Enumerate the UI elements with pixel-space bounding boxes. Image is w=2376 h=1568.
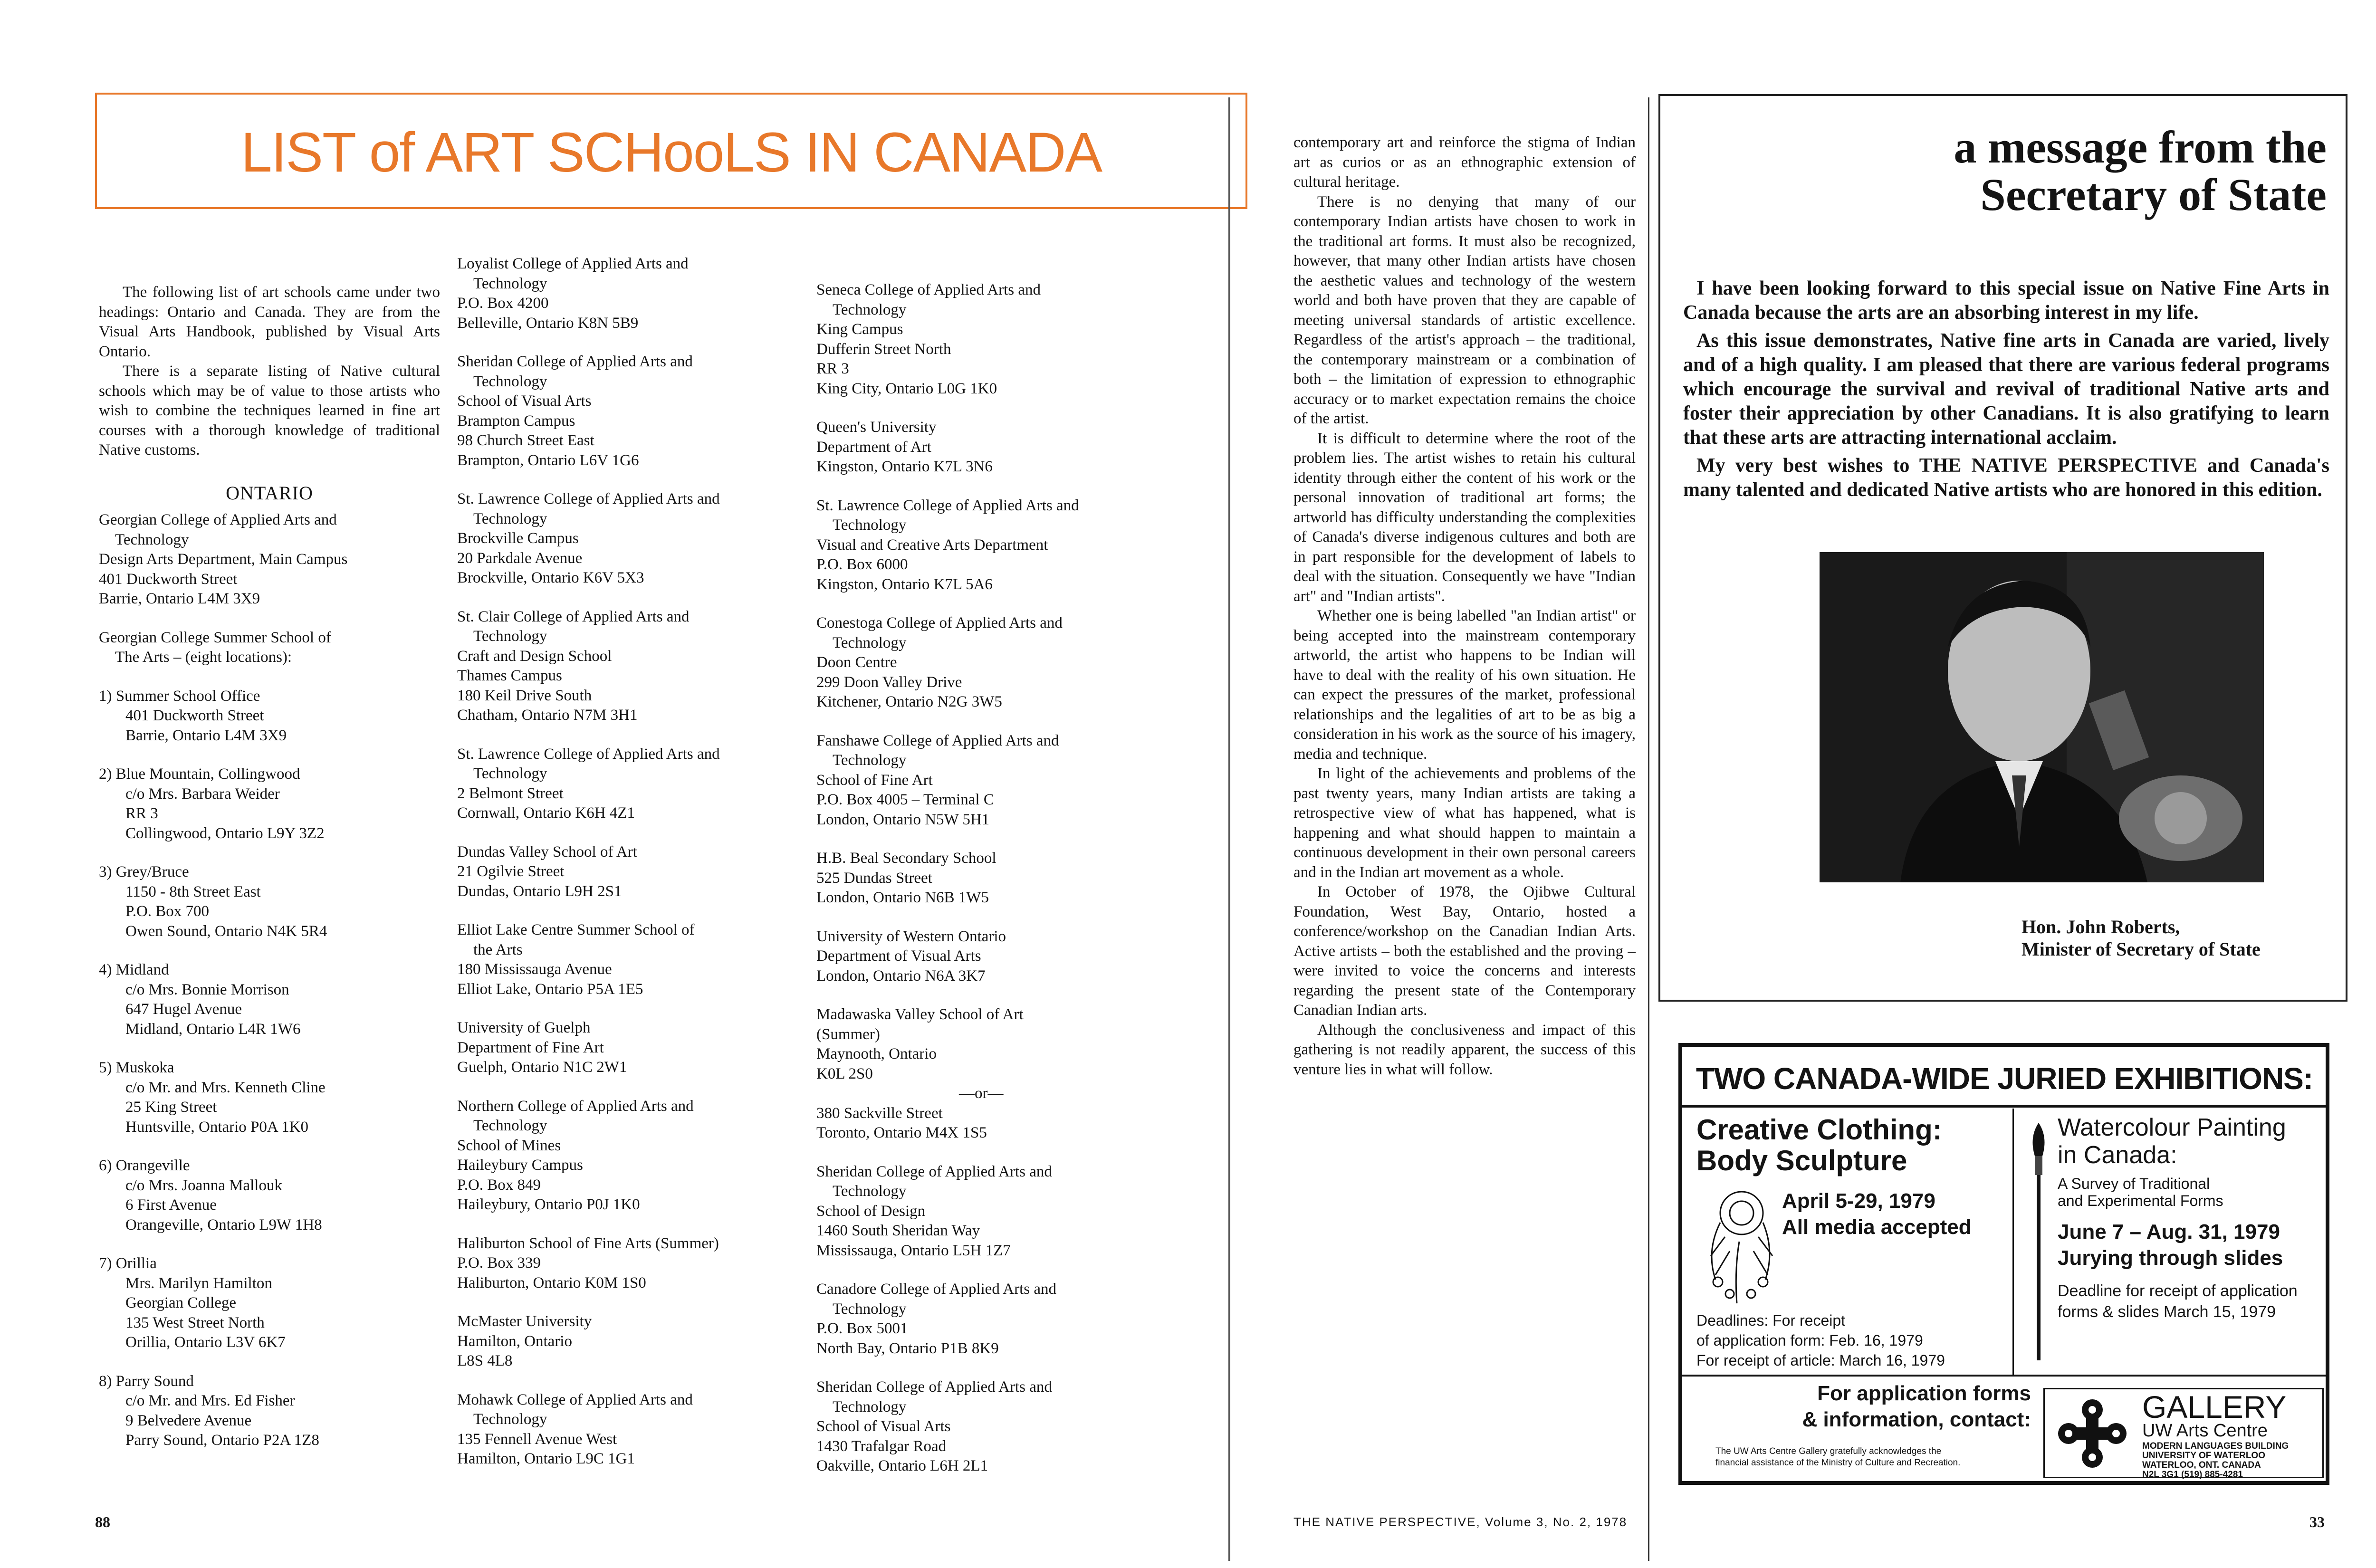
school-address-line: 135 Fennell Avenue West bbox=[457, 1430, 617, 1448]
school-name: 5) Muskoka bbox=[99, 1059, 174, 1076]
school-address-line: Barrie, Ontario L4M 3X9 bbox=[99, 590, 260, 607]
school-address-line: Toronto, Ontario M4X 1S5 bbox=[816, 1124, 987, 1141]
school-address-line: (Summer) bbox=[816, 1025, 880, 1043]
school-address-line: 299 Doon Valley Drive bbox=[816, 673, 962, 691]
school-name: 1) Summer School Office bbox=[99, 687, 260, 705]
school-name: Conestoga College of Applied Arts and bbox=[816, 614, 1063, 631]
school-address-line: Midland, Ontario L4R 1W6 bbox=[125, 1020, 301, 1038]
school-address-line: Belleville, Ontario K8N 5B9 bbox=[457, 314, 639, 332]
school-address-line: Cornwall, Ontario K6H 4Z1 bbox=[457, 804, 635, 822]
school-name: McMaster University bbox=[457, 1313, 592, 1330]
ex2-sub2: and Experimental Forms bbox=[2058, 1192, 2223, 1209]
school-name: 2) Blue Mountain, Collingwood bbox=[99, 765, 300, 783]
message-box bbox=[1658, 94, 2347, 1002]
ad-divider bbox=[2012, 1109, 2014, 1375]
exhibition-ad bbox=[1678, 1043, 2329, 1485]
article-column bbox=[1293, 133, 1636, 1080]
signature-name: Hon. John Roberts, bbox=[2022, 916, 2180, 937]
contact-line1: For application forms bbox=[1817, 1382, 2031, 1405]
school-address-line: Brockville, Ontario K6V 5X3 bbox=[457, 569, 644, 586]
school-address-line: —or— bbox=[959, 1085, 1004, 1102]
school-address-line: Technology bbox=[473, 1411, 547, 1428]
school-entry bbox=[457, 1312, 799, 1371]
school-name: 3) Grey/Bruce bbox=[99, 863, 189, 880]
paintbrush-icon bbox=[2024, 1118, 2053, 1365]
school-address-line: School of Visual Arts bbox=[457, 392, 592, 410]
school-address-line: Guelph, Ontario N1C 2W1 bbox=[457, 1059, 627, 1076]
school-address-line: Chatham, Ontario N7M 3H1 bbox=[457, 707, 638, 724]
school-address-line: 135 West Street North bbox=[125, 1314, 265, 1331]
school-address-line: Collingwood, Ontario L9Y 3Z2 bbox=[125, 824, 325, 842]
school-address-line: Oakville, Ontario L6H 2L1 bbox=[816, 1457, 988, 1474]
school-entry bbox=[816, 849, 1159, 908]
school-address-line: Technology bbox=[833, 634, 907, 651]
school-entry bbox=[99, 960, 440, 1039]
school-entry bbox=[99, 765, 440, 843]
school-name: St. Clair College of Applied Arts and bbox=[457, 608, 690, 625]
school-address-line: Haliburton, Ontario K0M 1S0 bbox=[457, 1274, 646, 1291]
school-address-line: P.O. Box 5001 bbox=[816, 1320, 908, 1337]
school-address-line: Technology bbox=[473, 275, 547, 292]
school-address-line: Dundas, Ontario L9H 2S1 bbox=[457, 882, 622, 900]
school-address-line: Technology bbox=[473, 1117, 547, 1134]
message-title-line2: Secretary of State bbox=[1980, 169, 2327, 220]
ex1-media: All media accepted bbox=[1782, 1215, 1972, 1239]
school-list-col1 bbox=[99, 510, 440, 1451]
school-address-line: Brampton Campus bbox=[457, 412, 575, 430]
acknowledgement bbox=[1715, 1446, 1960, 1469]
gallery-address-line: WATERLOO, ONT. CANADA bbox=[2142, 1460, 2261, 1470]
article-paragraph: In October of 1978, the Ojibwe Cultural Foundation, West Bay, Ontario, hosted a conference/workshop on the Canadian Indian Arts. Active artists – both the established and the proving – were invited to voice the concerns and interests regarding the present state of the Contemporary Canadian Indian arts. bbox=[1293, 883, 1636, 1019]
ex2-sub1: A Survey of Traditional bbox=[2058, 1175, 2210, 1192]
school-address-line: 98 Church Street East bbox=[457, 432, 594, 449]
school-address-line: P.O. Box 4005 – Terminal C bbox=[816, 791, 994, 808]
page-title: LIST of ART SCHooLS IN CANADA bbox=[240, 121, 1102, 184]
school-address-line: RR 3 bbox=[125, 805, 158, 822]
journal-footer: THE NATIVE PERSPECTIVE, Volume 3, No. 2, 1978 bbox=[1293, 1515, 1628, 1529]
school-address-line: L8S 4L8 bbox=[457, 1352, 513, 1369]
school-address-line: 1430 Trafalgar Road bbox=[816, 1437, 947, 1455]
school-entry bbox=[99, 862, 440, 941]
school-address-line: Orillia, Ontario L3V 6K7 bbox=[125, 1334, 286, 1351]
school-address-line: School of Fine Art bbox=[816, 771, 933, 789]
school-name: Georgian College of Applied Arts and bbox=[99, 511, 337, 528]
ex2-deadline-line: forms & slides March 15, 1979 bbox=[2058, 1303, 2276, 1321]
contact-line2: & information, contact: bbox=[1802, 1408, 2031, 1431]
school-name: Mohawk College of Applied Arts and bbox=[457, 1391, 693, 1408]
school-address-line: Technology bbox=[473, 765, 547, 782]
article-rule bbox=[1648, 97, 1649, 1561]
school-address-line: 6 First Avenue bbox=[125, 1196, 217, 1214]
school-address-line: K0L 2S0 bbox=[816, 1065, 873, 1082]
school-address-line: Brockville Campus bbox=[457, 530, 579, 547]
school-address-line: Mrs. Marilyn Hamilton bbox=[125, 1274, 272, 1292]
school-entry bbox=[457, 920, 799, 999]
school-address-line: Haileybury Campus bbox=[457, 1157, 583, 1174]
school-address-line: RR 3 bbox=[816, 360, 849, 377]
school-address-line: P.O. Box 849 bbox=[457, 1176, 541, 1194]
school-address-line: P.O. Box 700 bbox=[125, 903, 210, 920]
ad-headline: TWO CANADA-WIDE JURIED EXHIBITIONS: bbox=[1696, 1061, 2313, 1096]
school-address-line: Technology bbox=[473, 373, 547, 390]
school-entry bbox=[99, 1372, 440, 1451]
gallery-logo-block bbox=[2043, 1388, 2324, 1478]
school-address-line: Parry Sound, Ontario P2A 1Z8 bbox=[125, 1432, 319, 1449]
article-paragraph: It is difficult to determine where the root of the problem lies. The artist wishes to retain his cultural identity through either the content of his work or the personal innovation of traditional art forms; the artworld has difficulty understanding the complexities of Canada's diverse indigenous cultures and both are in part responsible for the development of labels to deal with the situation. Consequently we have "Indian art" and "Indian artists". bbox=[1293, 430, 1636, 605]
school-name: Sheridan College of Applied Arts and bbox=[816, 1378, 1052, 1396]
article-paragraph: Although the conclusiveness and impact of this gathering is not readily apparent, the success of this venture lies in what will follow. bbox=[1293, 1021, 1636, 1078]
school-name: 4) Midland bbox=[99, 961, 169, 978]
school-name: Madawaska Valley School of Art bbox=[816, 1006, 1024, 1023]
school-address-line: School of Mines bbox=[457, 1137, 561, 1154]
school-address-line: Dufferin Street North bbox=[816, 340, 951, 358]
school-address-line: c/o Mr. and Mrs. Kenneth Cline bbox=[125, 1079, 326, 1096]
school-entry bbox=[457, 842, 799, 902]
ex1-deadline-line: For receipt of article: March 16, 1979 bbox=[1696, 1352, 1945, 1369]
school-address-line: Brampton, Ontario L6V 1G6 bbox=[457, 451, 639, 469]
school-address-line: P.O. Box 4200 bbox=[457, 295, 549, 312]
school-address-line: School of Visual Arts bbox=[816, 1418, 951, 1435]
school-address-line: Kingston, Ontario K7L 5A6 bbox=[816, 575, 993, 593]
school-address-line: Thames Campus bbox=[457, 667, 562, 684]
school-address-line: 9 Belvedere Avenue bbox=[125, 1412, 252, 1429]
school-name: Haliburton School of Fine Arts (Summer) bbox=[457, 1234, 719, 1252]
school-entry bbox=[457, 254, 799, 333]
gallery-logo-icon bbox=[2057, 1398, 2128, 1469]
school-address-line: Kitchener, Ontario N2G 3W5 bbox=[816, 693, 1002, 710]
school-name: St. Lawrence College of Applied Arts and bbox=[457, 745, 720, 763]
school-name: 6) Orangeville bbox=[99, 1157, 190, 1174]
school-entry bbox=[457, 1390, 799, 1469]
school-name: St. Lawrence College of Applied Arts and bbox=[816, 497, 1079, 514]
school-address-line: Hamilton, Ontario bbox=[457, 1332, 572, 1350]
school-address-line: 1150 - 8th Street East bbox=[125, 883, 261, 900]
school-address-line: 647 Hugel Avenue bbox=[125, 1001, 242, 1018]
school-name: Sheridan College of Applied Arts and bbox=[457, 353, 693, 370]
school-entry bbox=[457, 489, 799, 588]
article-paragraph: Whether one is being labelled "an Indian artist" or being accepted into the mainstream contemporary artworld, the artist who happens to be Indian will have to deal with the reality of his own situation. He can expect the pressures of the market, professional relationships and the legalities of art to be as big a consideration in his work as the source of his imagery, media and technique. bbox=[1293, 607, 1636, 763]
school-name: 8) Parry Sound bbox=[99, 1372, 194, 1390]
message-title-line1: a message from the bbox=[1954, 122, 2327, 172]
intro-paragraph: There is a separate listing of Native cultural schools which may be of value to those artists who wish to combine the techniques learned in fine art courses with a thorough knowledge of traditional Native customs. bbox=[99, 363, 440, 459]
school-address-line: King Campus bbox=[816, 321, 903, 338]
school-address-line: London, Ontario N5W 5H1 bbox=[816, 811, 990, 828]
page-gutter bbox=[1228, 97, 1230, 1561]
signature-title: Minister of Secretary of State bbox=[2022, 938, 2261, 960]
school-address-line: Mississauga, Ontario L5H 1Z7 bbox=[816, 1242, 1011, 1259]
school-address-line: the Arts bbox=[473, 941, 523, 958]
article-paragraph: contemporary art and reinforce the stigma of Indian art as curios or as an ethnographic extension of cultural heritage. bbox=[1293, 134, 1636, 191]
school-address-line: Department of Fine Art bbox=[457, 1039, 604, 1056]
school-list-col2 bbox=[457, 254, 799, 1469]
school-address-line: Doon Centre bbox=[816, 654, 897, 671]
message-paragraph: As this issue demonstrates, Native fine arts in Canada are varied, lively and of a high quality. I am pleased that there are various federal programs which encourage the survival and revival of traditional Native arts and foster their appreciation by other Canadians. It is also gratifying to learn that these arts are attracting international acclaim. bbox=[1683, 330, 2329, 449]
school-entry bbox=[457, 1018, 799, 1078]
page-number-left: 88 bbox=[95, 1513, 110, 1530]
ex1-title2: Body Sculpture bbox=[1696, 1145, 1907, 1176]
school-address-line: School of Design bbox=[816, 1202, 926, 1220]
school-address-line: London, Ontario N6B 1W5 bbox=[816, 889, 989, 906]
school-address-line: 1460 South Sheridan Way bbox=[816, 1222, 980, 1239]
message-body bbox=[1683, 277, 2329, 502]
school-address-line: 401 Duckworth Street bbox=[125, 707, 264, 724]
school-address-line: c/o Mrs. Joanna Mallouk bbox=[125, 1176, 282, 1194]
ex1-dates: April 5-29, 1979 bbox=[1782, 1189, 1935, 1213]
school-address-line: Georgian College bbox=[125, 1294, 237, 1311]
school-name: Dundas Valley School of Art bbox=[457, 843, 637, 860]
school-address-line: Hamilton, Ontario L9C 1G1 bbox=[457, 1450, 635, 1467]
school-address-line: The Arts – (eight locations): bbox=[115, 649, 292, 666]
school-address-line: London, Ontario N6A 3K7 bbox=[816, 967, 986, 985]
school-name: St. Lawrence College of Applied Arts and bbox=[457, 490, 720, 507]
column-3 bbox=[816, 280, 1159, 1495]
school-name: Loyalist College of Applied Arts and bbox=[457, 255, 689, 272]
acknowledgement-line: financial assistance of the Ministry of Culture and Recreation. bbox=[1715, 1458, 1961, 1468]
column-1 bbox=[99, 283, 440, 1470]
school-name: Seneca College of Applied Arts and bbox=[816, 281, 1041, 298]
school-address-line: 180 Keil Drive South bbox=[457, 687, 592, 704]
school-entry bbox=[99, 687, 440, 746]
ex1-deadline-line: of application form: Feb. 16, 1979 bbox=[1696, 1332, 1923, 1349]
school-entry bbox=[99, 1254, 440, 1353]
school-entry bbox=[816, 1162, 1159, 1261]
school-address-line: c/o Mrs. Bonnie Morrison bbox=[125, 981, 289, 998]
school-address-line: 525 Dundas Street bbox=[816, 869, 932, 887]
ex1-deadline bbox=[1696, 1310, 1945, 1370]
ex1-title1: Creative Clothing: bbox=[1696, 1114, 1942, 1146]
school-address-line: c/o Mrs. Barbara Weider bbox=[125, 785, 280, 803]
school-name: Northern College of Applied Arts and bbox=[457, 1097, 694, 1115]
school-address-line: Technology bbox=[833, 516, 907, 534]
school-address-line: Huntsville, Ontario P0A 1K0 bbox=[125, 1118, 308, 1136]
school-entry bbox=[99, 510, 440, 609]
school-entry bbox=[816, 496, 1159, 595]
portrait-image bbox=[1820, 552, 2264, 882]
school-name: Sheridan College of Applied Arts and bbox=[816, 1163, 1052, 1180]
school-address-line: Elliot Lake, Ontario P5A 1E5 bbox=[457, 980, 643, 998]
school-address-line: 401 Duckworth Street bbox=[99, 570, 238, 588]
ex1-deadline-line: Deadlines: For receipt bbox=[1696, 1312, 1846, 1329]
school-address-line: Haileybury, Ontario P0J 1K0 bbox=[457, 1196, 640, 1213]
school-entry bbox=[816, 280, 1159, 399]
school-address-line: Technology bbox=[473, 628, 547, 645]
school-address-line: P.O. Box 6000 bbox=[816, 556, 908, 573]
school-entry bbox=[457, 1234, 799, 1293]
school-address-line: Barrie, Ontario L4M 3X9 bbox=[125, 727, 287, 744]
ex2-deadline-line: Deadline for receipt of application bbox=[2058, 1282, 2298, 1300]
gallery-address bbox=[2142, 1442, 2289, 1480]
school-entry bbox=[457, 352, 799, 470]
school-name: 7) Orillia bbox=[99, 1255, 157, 1272]
school-address-line: King City, Ontario L0G 1K0 bbox=[816, 380, 997, 397]
message-paragraph: I have been looking forward to this special issue on Native Fine Arts in Canada because the arts are an absorbing interest in my life. bbox=[1683, 277, 2329, 324]
school-address-line: Technology bbox=[833, 301, 907, 318]
gallery-address-line: N2L 3G1 (519) 885-4281 bbox=[2142, 1470, 2243, 1480]
ex2-title1: Watercolour Painting bbox=[2058, 1114, 2286, 1141]
school-address-line: Design Arts Department, Main Campus bbox=[99, 551, 348, 568]
school-entry bbox=[99, 628, 440, 668]
school-entry bbox=[816, 613, 1159, 712]
title-box bbox=[95, 93, 1247, 209]
portrait-photo bbox=[1820, 552, 2264, 882]
school-address-line: 380 Sackville Street bbox=[816, 1104, 943, 1122]
school-address-line: 21 Ogilvie Street bbox=[457, 863, 565, 880]
ad-bottom-rule bbox=[1682, 1375, 2326, 1377]
school-address-line: Craft and Design School bbox=[457, 647, 612, 665]
peacock-illustration bbox=[1696, 1185, 1777, 1308]
school-entry bbox=[816, 927, 1159, 986]
ex2-dates: June 7 – Aug. 31, 1979 bbox=[2058, 1220, 2280, 1243]
school-address-line: Technology bbox=[473, 510, 547, 527]
school-address-line: Technology bbox=[833, 1398, 907, 1415]
acknowledgement-line: The UW Arts Centre Gallery gratefully acknowledges the bbox=[1715, 1446, 1942, 1456]
school-address-line: 25 King Street bbox=[125, 1099, 217, 1116]
gallery-address-line: MODERN LANGUAGES BUILDING bbox=[2142, 1441, 2289, 1451]
school-list-col3 bbox=[816, 280, 1159, 1476]
article-paragraph: In light of the achievements and problems of the past twenty years, many Indian artists are taking a retrospective view of what has happened, what is happening and what should happen to maintain a continuous development in their own personal careers and in the Indian art movement as a whole. bbox=[1293, 765, 1636, 881]
school-entry bbox=[816, 1377, 1159, 1476]
section-heading-ontario: ONTARIO bbox=[226, 482, 313, 504]
school-entry bbox=[457, 607, 799, 726]
school-address-line: P.O. Box 339 bbox=[457, 1254, 541, 1272]
school-address-line: Visual and Creative Arts Department bbox=[816, 536, 1048, 554]
page-number-right: 33 bbox=[2309, 1513, 2325, 1530]
school-name: H.B. Beal Secondary School bbox=[816, 850, 996, 867]
school-entry bbox=[816, 731, 1159, 830]
school-address-line: 180 Mississauga Avenue bbox=[457, 961, 612, 978]
school-name: Georgian College Summer School of bbox=[99, 629, 331, 646]
school-name: Elliot Lake Centre Summer School of bbox=[457, 921, 695, 938]
school-address-line: Technology bbox=[833, 1300, 907, 1318]
school-name: University of Guelph bbox=[457, 1019, 591, 1036]
school-entry bbox=[99, 1156, 440, 1235]
school-address-line: Owen Sound, Ontario N4K 5R4 bbox=[125, 922, 327, 940]
ex2-deadline bbox=[2058, 1281, 2298, 1322]
ad-headline-rule bbox=[1682, 1105, 2326, 1108]
gallery-name: GALLERY bbox=[2142, 1389, 2287, 1425]
school-address-line: 2 Belmont Street bbox=[457, 784, 564, 802]
school-address-line: North Bay, Ontario P1B 8K9 bbox=[816, 1339, 999, 1357]
school-entry bbox=[457, 1097, 799, 1215]
school-address-line: Technology bbox=[833, 752, 907, 769]
school-address-line: 20 Parkdale Avenue bbox=[457, 549, 583, 567]
school-entry bbox=[99, 1058, 440, 1137]
school-name: University of Western Ontario bbox=[816, 927, 1006, 945]
column-2 bbox=[457, 254, 799, 1488]
school-entry bbox=[816, 1005, 1159, 1143]
school-address-line: Technology bbox=[833, 1183, 907, 1200]
gallery-address-line: UNIVERSITY OF WATERLOO bbox=[2142, 1451, 2265, 1461]
school-entry bbox=[457, 745, 799, 823]
school-entry bbox=[816, 418, 1159, 477]
ex2-title2: in Canada: bbox=[2058, 1141, 2177, 1169]
school-entry bbox=[816, 1280, 1159, 1358]
message-paragraph: My very best wishes to THE NATIVE PERSPECTIVE and Canada's many talented and dedicated Native artists who are honored in this edition. bbox=[1683, 455, 2329, 501]
school-name: Canadore College of Applied Arts and bbox=[816, 1281, 1056, 1298]
school-name: Queen's University bbox=[816, 419, 937, 436]
gallery-subtitle: UW Arts Centre bbox=[2142, 1421, 2268, 1441]
school-address-line: Department of Art bbox=[816, 438, 931, 456]
intro-paragraph: The following list of art schools came under two headings: Ontario and Canada. They are from the Visual Arts Handbook, published by Visual Arts Ontario. bbox=[99, 284, 440, 360]
school-address-line: Technology bbox=[115, 531, 189, 548]
ex2-jury: Jurying through slides bbox=[2058, 1246, 2283, 1270]
article-paragraph: There is no denying that many of our contemporary Indian artists have chosen to work in the traditional art forms. It must also be recognized, however, that many other Indian artists have chosen the aesthetic values and technology of the western world and both have proven that they are capable of meeting universal standards of artistic excellence. Regardless of the artist's approach – the traditional, the contemporary mainstream or a combination of both – the limitation of expression to ethnographic accuracy or to market expectation remains the choice of the artist. bbox=[1293, 193, 1636, 427]
school-address-line: c/o Mr. and Mrs. Ed Fisher bbox=[125, 1392, 295, 1409]
school-address-line: Maynooth, Ontario bbox=[816, 1045, 937, 1062]
school-address-line: Orangeville, Ontario L9W 1H8 bbox=[125, 1216, 322, 1233]
school-name: Fanshawe College of Applied Arts and bbox=[816, 732, 1059, 749]
school-address-line: Kingston, Ontario K7L 3N6 bbox=[816, 458, 993, 475]
school-address-line: Department of Visual Arts bbox=[816, 947, 981, 965]
